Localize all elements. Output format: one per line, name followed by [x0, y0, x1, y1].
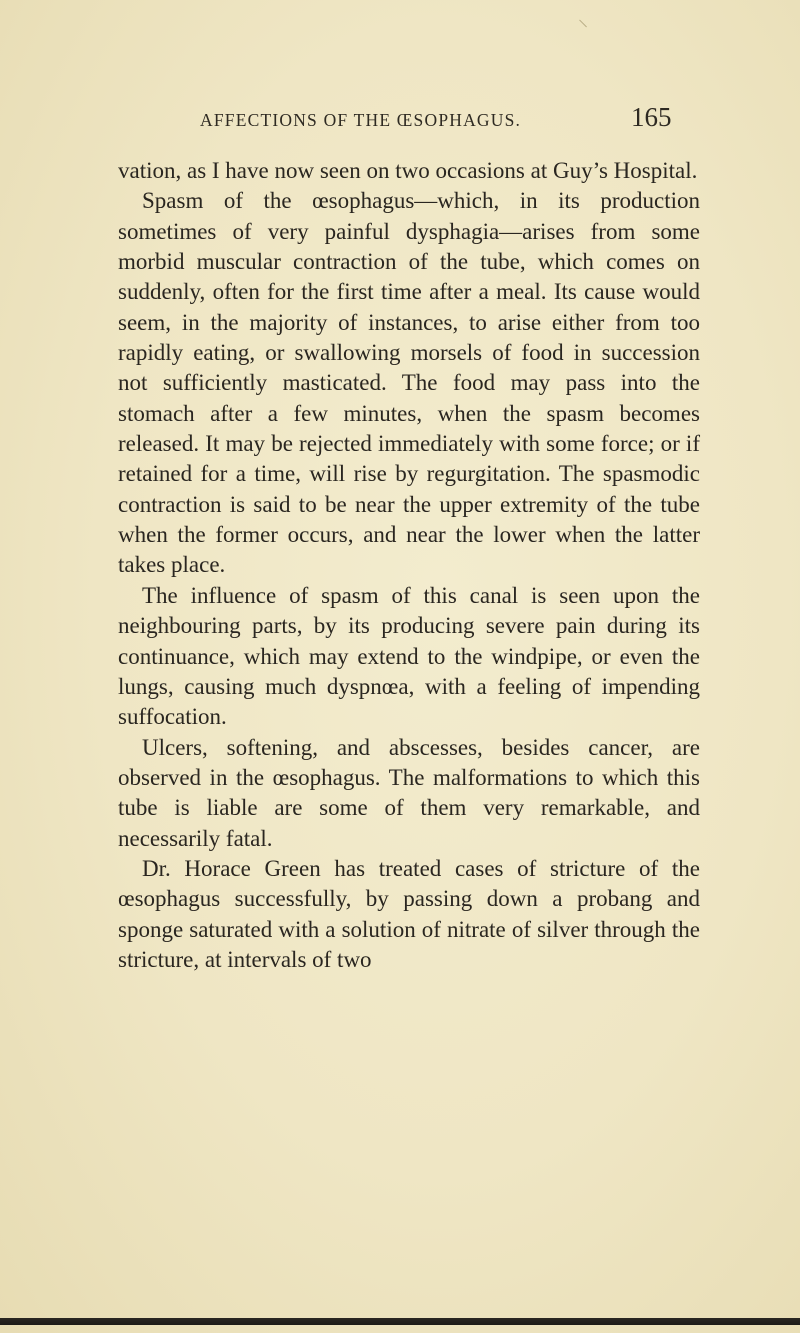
paragraph-continuation: vation, as I have now seen on two occasions at Guy’s Hospital. [118, 158, 698, 183]
paragraph-ulcers: Ulcers, softening, and abscesses, besides cancer, are observed in the œsophagus. The malformations to which this tube is liable are some of them very remarkable, and necessarily fatal. [118, 734, 700, 851]
page-header [0, 96, 800, 136]
bottom-edge-rule [0, 1318, 800, 1325]
paragraph-treatment: Dr. Horace Green has treated cases of stricture of the œsophagus successfully, by passing down a probang and sponge saturated with a solution of nitrate of silver through the stricture, at intervals of two [118, 855, 700, 972]
body-text [118, 156, 700, 975]
page-number: 165 [631, 102, 672, 132]
paragraph-spasm: Spasm of the œsophagus—which, in its production sometimes of very painful dysphagia—arises from some morbid muscular contraction of the tube, which comes on suddenly, often for the first time after a meal. Its cause would seem, in the majority of instances, to arise either from too rapidly eating, or swallowing morsels of food in succession not sufficiently masticated. The food may pass into the stomach after a few minutes, when the spasm becomes released. It may be rejected immediately with some force; or if retained for a time, will rise by regurgitation. The spasmodic contraction is said to be near the upper extremity of the tube when the former occurs, and near the lower when the latter takes place. [118, 188, 700, 578]
paragraph-influence: The influence of spasm of this canal is seen upon the neighbouring parts, by its producing severe pain during its continuance, which may extend to the windpipe, or even the lungs, causing much dyspnœa, with a feeling of impending suffocation. [118, 582, 700, 730]
page-corner-mark [572, 20, 587, 35]
running-head: AFFECTIONS OF THE ŒSOPHAGUS. [200, 110, 522, 130]
